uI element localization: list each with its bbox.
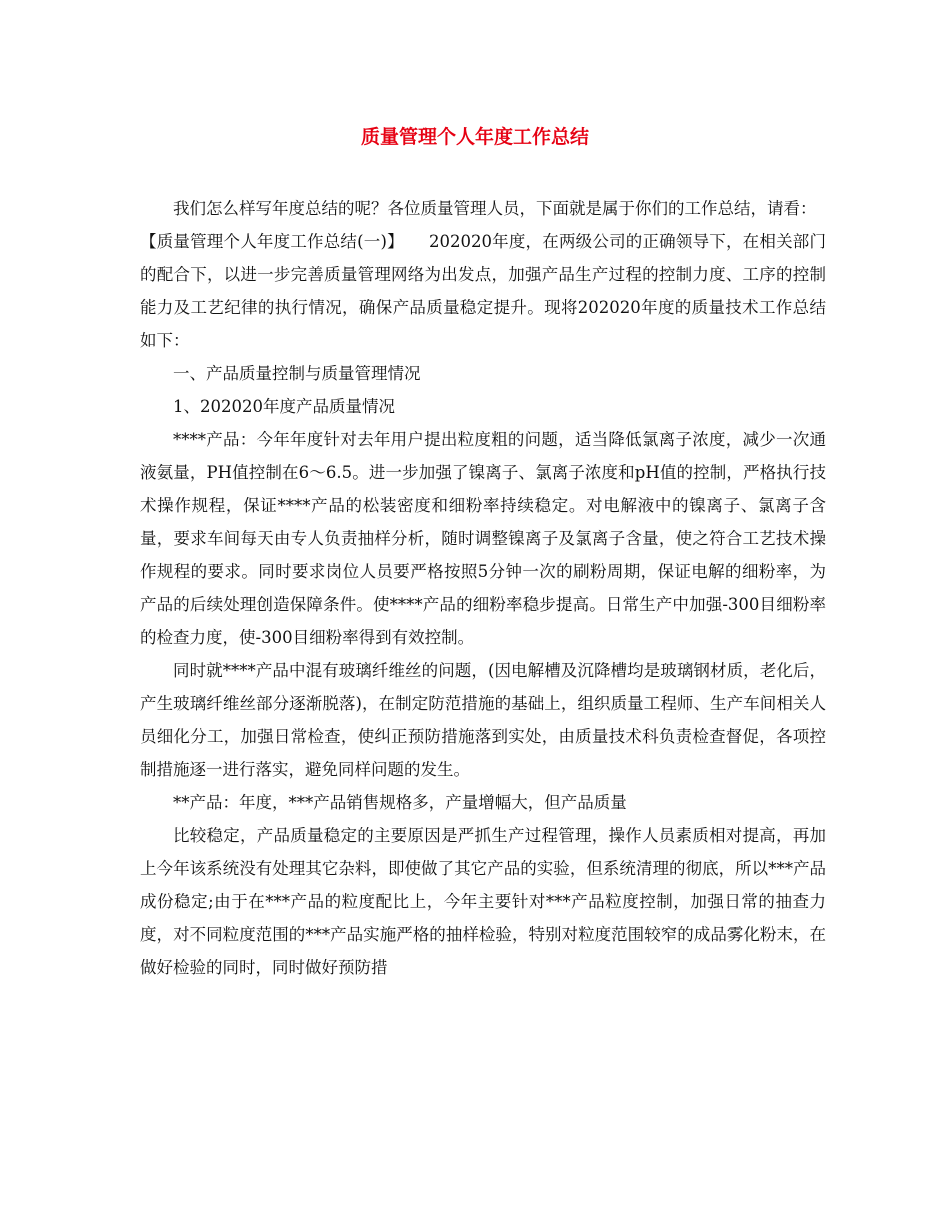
- section-heading: 一、产品质量控制与质量管理情况: [173, 364, 421, 383]
- product-b-intro-line: **产品：年度，***产品销售规格多，产量增幅大，但产品质量: [173, 793, 627, 812]
- summary-one-paragraph: 【质量管理个人年度工作总结(一)】 202020年度，在两级公司的正确领导下，在相关部门的配合下，以进一步完善质量管理网络为出发点，加强产品生产过程的控制力度、工序的控制能力及工艺纪律的执行情况，确保产品质量稳定提升。现将202020年度的质量技术工作总结如下：: [140, 232, 826, 350]
- product-a-paragraph: ****产品：今年年度针对去年用户提出粒度粗的问题，适当降低氯离子浓度，减少一次通液氨量，PH值控制在6～6.5。进一步加强了镍离子、氯离子浓度和pH值的控制，严格执行技术操作规程，保证****产品的松装密度和细粉率持续稳定。对电解液中的镍离子、氯离子含量，要求车间每天由专人负责抽样分析，随时调整镍离子及氯离子含量，使之符合工艺技术操作规程的要求。同时要求岗位人员要严格按照5分钟一次的刷粉周期，保证电解的细粉率，为产品的后续处理创造保障条件。使****产品的细粉率稳步提高。日常生产中加强-300目细粉率的检查力度，使-300目细粉率得到有效控制。: [140, 430, 826, 647]
- subsection-heading: 1、202020年度产品质量情况: [173, 397, 395, 416]
- document-body: [140, 192, 826, 984]
- glass-fiber-paragraph: 同时就****产品中混有玻璃纤维丝的问题，(因电解槽及沉降槽均是玻璃钢材质，老化后，产生玻璃纤维丝部分逐渐脱落)，在制定防范措施的基础上，组织质量工程师、生产车间相关人员细化分工，加强日常检查，使纠正预防措施落到实处，由质量技术科负责检查督促，各项控制措施逐一进行落实，避免同样问题的发生。: [140, 661, 826, 779]
- intro-paragraph: 我们怎么样写年度总结的呢？各位质量管理人员，下面就是属于你们的工作总结，请看：: [173, 199, 817, 218]
- document-title: 质量管理个人年度工作总结: [360, 126, 589, 148]
- product-b-paragraph: 比较稳定，产品质量稳定的主要原因是严抓生产过程管理，操作人员素质相对提高，再加上今年该系统没有处理其它杂料，即使做了其它产品的实验，但系统清理的彻底，所以***产品成份稳定;由于在***产品的粒度配比上，今年主要针对***产品粒度控制，加强日常的抽查力度，对不同粒度范围的***产品实施严格的抽样检验，特别对粒度范围较窄的成品雾化粉末，在做好检验的同时，同时做好预防措: [140, 826, 826, 977]
